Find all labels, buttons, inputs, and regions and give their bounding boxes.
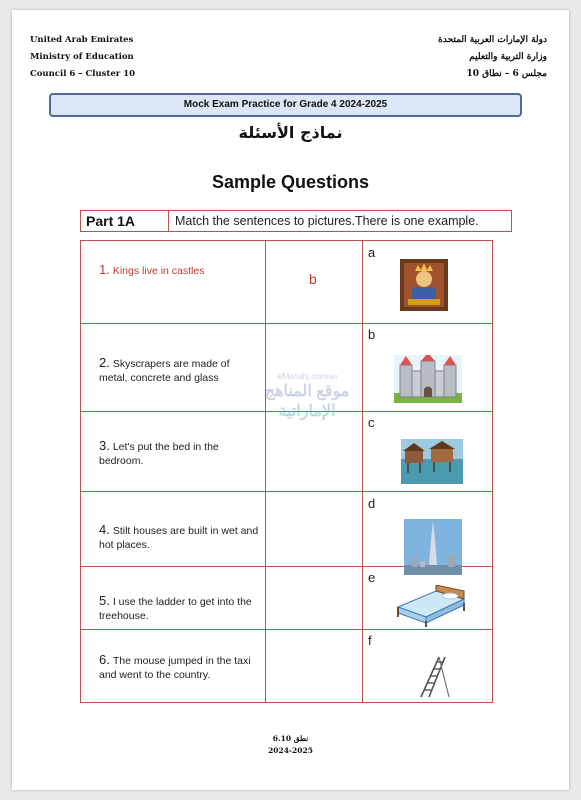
picture-letter-d: d xyxy=(368,496,376,511)
exam-page xyxy=(12,10,569,790)
king-on-throne-icon xyxy=(400,259,448,311)
arabic-title: نماذج الأسئلة xyxy=(238,123,343,142)
header-ministry: Ministry of Education xyxy=(30,52,134,62)
picture-letter-c: c xyxy=(368,415,375,430)
sentence-text: Kings live in castles xyxy=(112,265,205,277)
sentence-2 xyxy=(99,356,259,385)
row-divider xyxy=(81,323,492,324)
sentence-text: The mouse jumped in the taxi and went to the country. xyxy=(99,655,251,681)
sentence-number: 2. xyxy=(99,355,110,370)
picture-letter-f: f xyxy=(368,633,372,648)
sentence-number: 1. xyxy=(99,262,110,277)
watermark-text: موقع المناهج الإماراتية xyxy=(264,383,350,420)
sentence-text: Skyscrapers are made of metal, concrete and glass xyxy=(99,358,230,384)
picture-letter-e: e xyxy=(368,570,376,585)
exam-banner: Mock Exam Practice for Grade 4 2024-2025 xyxy=(49,93,522,117)
sentence-4 xyxy=(99,523,259,552)
bed-icon xyxy=(392,585,468,627)
row-divider xyxy=(81,629,492,630)
sentence-6 xyxy=(99,653,259,682)
part-label: Part 1A xyxy=(81,211,169,231)
header-country-ar: دولة الإمارات العربية المتحدة xyxy=(438,35,547,45)
footer-year: 2024-2025 xyxy=(268,746,313,755)
footer-page-code: نطق 6.10 xyxy=(272,734,309,743)
picture-letter-b: b xyxy=(368,327,376,342)
skyscraper-icon xyxy=(404,519,462,575)
stilt-houses-icon xyxy=(401,439,463,484)
picture-letter-a: a xyxy=(368,245,376,260)
part-header xyxy=(80,210,512,232)
header-country: United Arab Emirates xyxy=(30,35,134,45)
castle-icon xyxy=(394,355,462,403)
part-instruction: Match the sentences to pictures.There is one example. xyxy=(175,214,479,228)
header-council: Council 6 – Cluster 10 xyxy=(30,69,136,79)
sentence-text: Let's put the bed in the bedroom. xyxy=(99,441,219,467)
sentence-3 xyxy=(99,439,259,468)
column-divider xyxy=(265,241,266,702)
header-arabic xyxy=(438,32,547,83)
watermark-url: alManahj.com/ae xyxy=(276,372,338,381)
sentence-5 xyxy=(99,594,259,623)
sentence-number: 3. xyxy=(99,438,110,453)
sentence-text: I use the ladder to get into the treehouse. xyxy=(99,596,252,622)
header-english xyxy=(30,32,135,83)
sentence-text: Stilt houses are built in wet and hot places. xyxy=(99,525,259,551)
answer-1: b xyxy=(309,271,317,287)
watermark xyxy=(237,372,377,421)
ladder-icon xyxy=(417,653,451,699)
matching-table xyxy=(80,240,493,703)
sentence-number: 5. xyxy=(99,593,110,608)
sentence-number: 4. xyxy=(99,522,110,537)
row-divider xyxy=(81,491,492,492)
page-footer xyxy=(12,733,569,757)
header-ministry-ar: وزارة التربية والتعليم xyxy=(469,52,547,62)
column-divider xyxy=(362,241,363,702)
sentence-1 xyxy=(99,263,259,278)
sentence-number: 6. xyxy=(99,652,110,667)
header-council-ar: مجلس 6 – نطاق 10 xyxy=(466,69,547,79)
page-title: Sample Questions xyxy=(211,172,370,192)
